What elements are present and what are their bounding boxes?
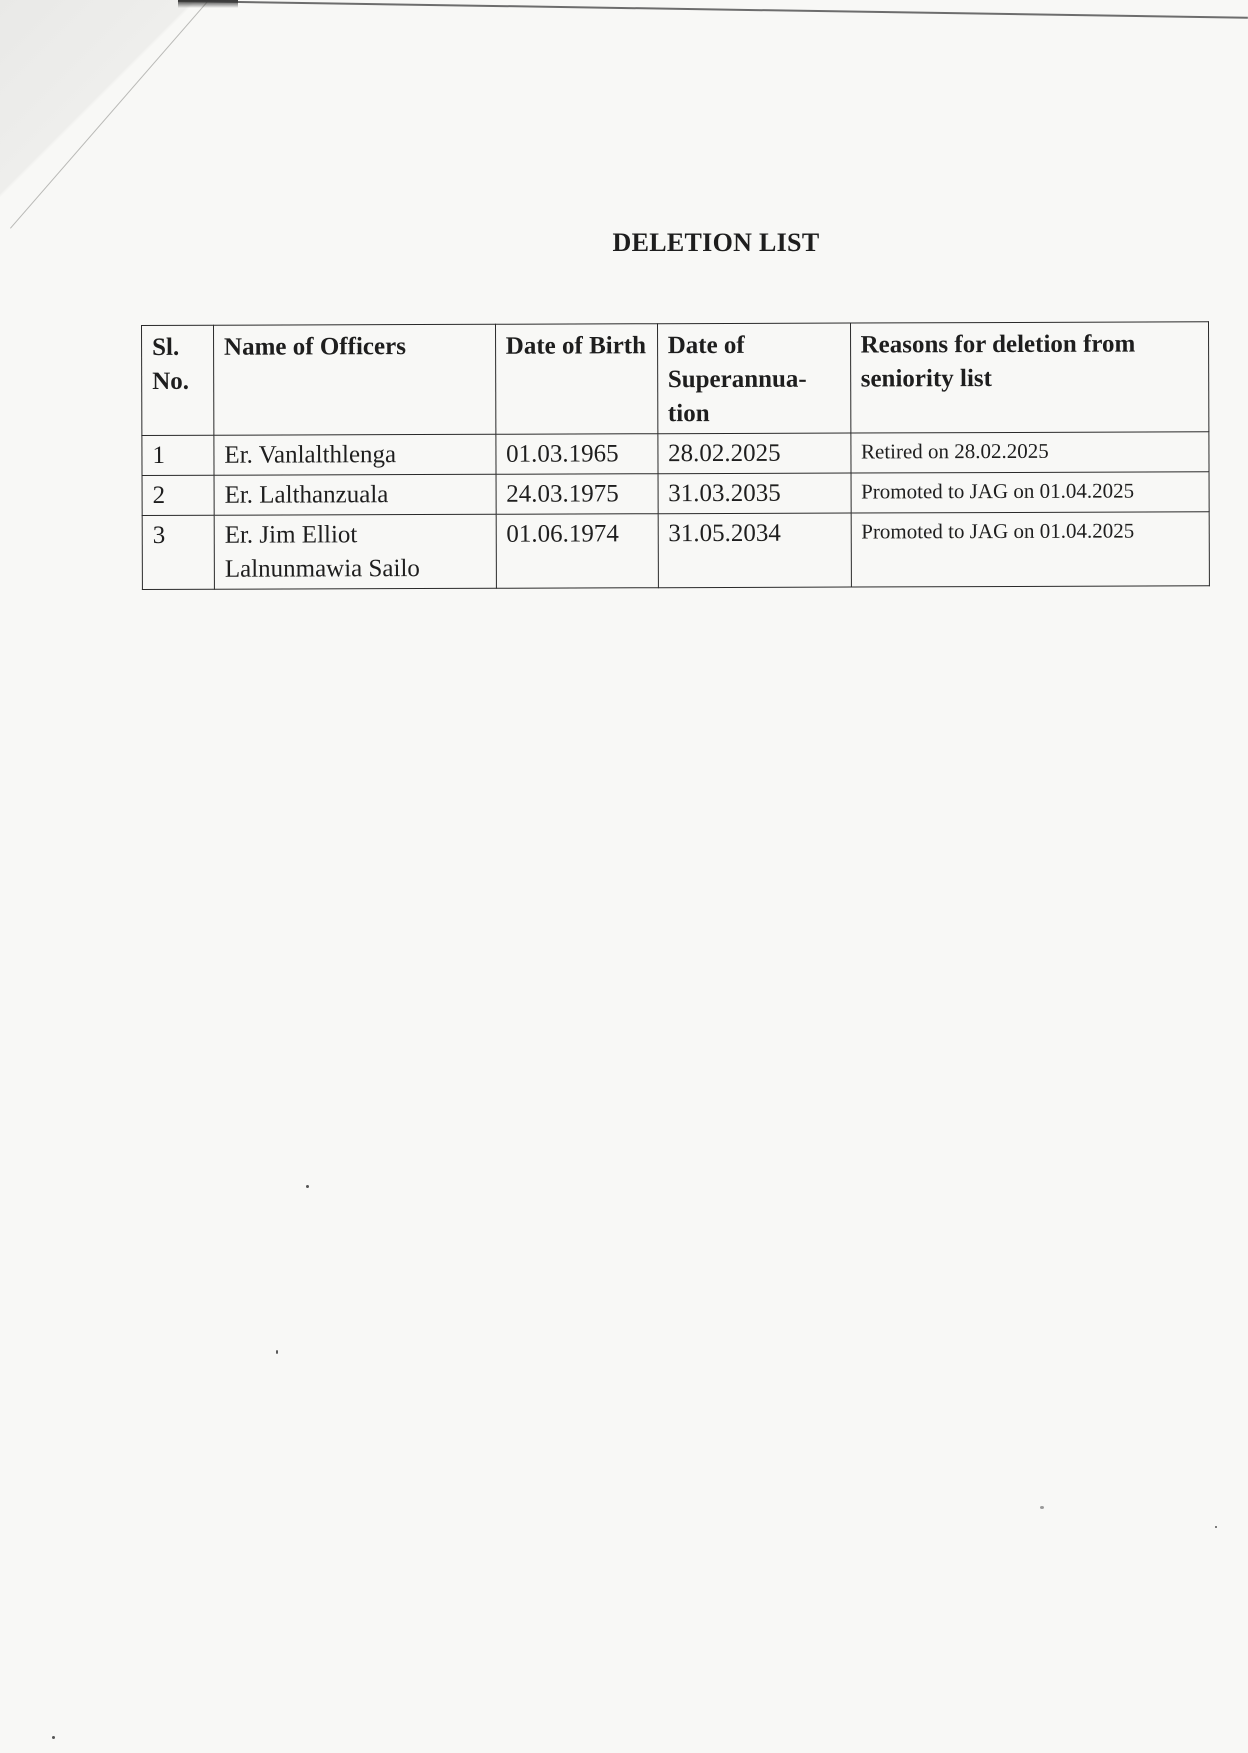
scan-speck [52, 1736, 55, 1739]
document-title [0, 228, 1248, 258]
table-row [142, 432, 1209, 476]
deletion-table [141, 321, 1210, 590]
cell-date-of-birth: 01.03.1965 [496, 434, 658, 475]
scan-edge-shadow [178, 0, 238, 8]
cell-reason: Promoted to JAG on 01.04.2025 [851, 512, 1210, 587]
table-row [142, 512, 1209, 590]
cell-reason: Promoted to JAG on 01.04.2025 [851, 472, 1210, 513]
cell-date-of-superannuation: 28.02.2025 [657, 433, 850, 474]
cell-name: Er. Vanlalthlenga [214, 434, 496, 475]
cell-name: Er. Jim Elliot Lalnunmawia Sailo [214, 514, 496, 589]
cell-sl-no: 1 [142, 435, 214, 475]
header-sl-no: Sl. No. [142, 325, 214, 435]
cell-date-of-birth: 24.03.1975 [496, 474, 658, 515]
cell-date-of-superannuation: 31.05.2034 [658, 513, 851, 588]
header-reason: Reasons for deletion from seniority list [850, 322, 1209, 433]
cell-reason: Retired on 28.02.2025 [850, 432, 1209, 473]
folded-corner-shadow [0, 0, 200, 230]
header-name: Name of Officers [213, 324, 495, 435]
document-title-text: DELETION LIST [612, 228, 820, 257]
cell-date-of-birth: 01.06.1974 [496, 514, 658, 589]
cell-name: Er. Lalthanzuala [214, 474, 496, 515]
table-header-row [142, 322, 1209, 436]
header-date-of-superannuation: Date of Superannua-tion [657, 323, 850, 434]
scan-speck [1215, 1526, 1217, 1528]
scan-speck [276, 1350, 278, 1354]
scan-speck [306, 1185, 309, 1188]
cell-sl-no: 3 [142, 515, 214, 589]
cell-sl-no: 2 [142, 475, 214, 515]
scan-top-edge [178, 0, 1248, 19]
table-row [142, 472, 1209, 516]
cell-date-of-superannuation: 31.03.2035 [658, 473, 851, 514]
header-date-of-birth: Date of Birth [495, 324, 657, 435]
scan-speck [1040, 1506, 1044, 1509]
